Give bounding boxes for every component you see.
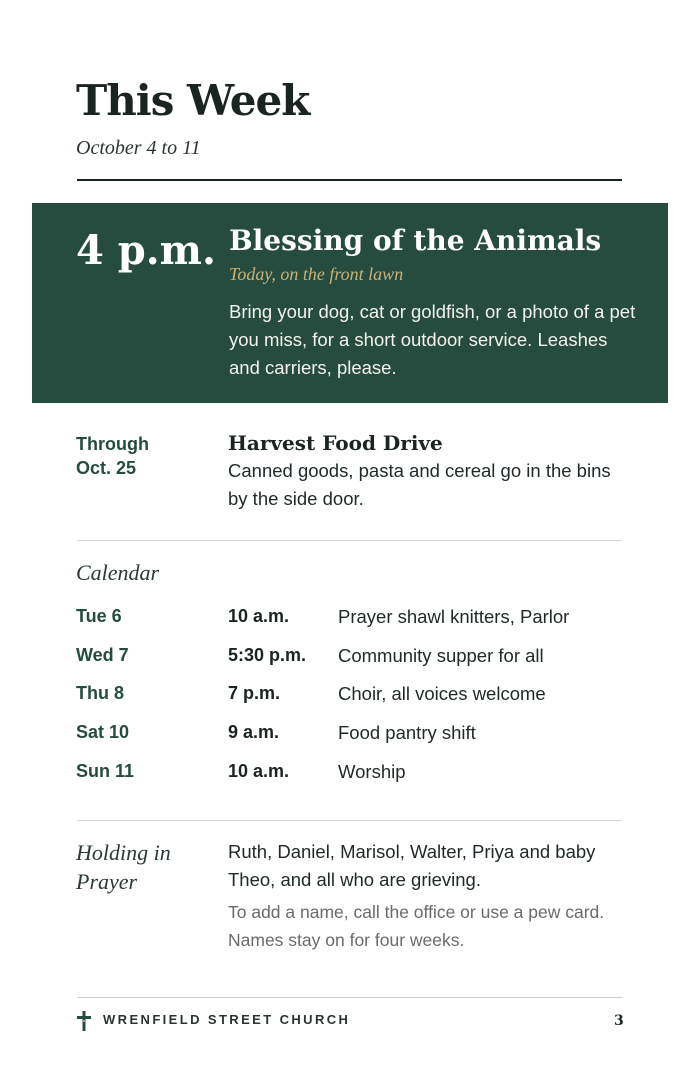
calendar-heading: Calendar — [76, 560, 160, 585]
calendar-day: Sat 10 — [76, 722, 130, 742]
calendar-event: Worship — [338, 761, 406, 782]
section-divider — [77, 820, 622, 821]
calendar-row — [0, 606, 700, 636]
calendar-row — [0, 683, 700, 713]
food-drive-title: Harvest Food Drive — [228, 431, 443, 455]
calendar-time: 10 a.m. — [228, 606, 290, 626]
food-drive-description: Canned goods, pasta and cereal go in the bins by the side door. — [228, 460, 611, 509]
calendar-row — [0, 761, 700, 791]
calendar-day: Tue 6 — [76, 606, 122, 626]
footer-divider — [77, 997, 622, 998]
calendar-time: 7 p.m. — [228, 683, 281, 703]
title-divider — [77, 179, 622, 181]
calendar-day: Sun 11 — [76, 761, 135, 781]
food-drive-date-line-1: Through — [76, 434, 149, 454]
calendar-event: Prayer shawl knitters, Parlor — [338, 606, 570, 627]
calendar-event: Choir, all voices welcome — [338, 683, 546, 704]
page-title: This Week — [76, 76, 310, 125]
calendar-time: 9 a.m. — [228, 722, 280, 742]
featured-event-time: 4 p.m. — [76, 227, 216, 274]
date-range: October 4 to 11 — [76, 137, 201, 159]
featured-event-description: Bring your dog, cat or goldfish, or a photo of a pet you miss, for a short outdoor service. Leashes and carriers, please. — [229, 301, 636, 378]
featured-event-title: Blessing of the Animals — [229, 224, 602, 257]
prayer-heading-line-2: Prayer — [76, 869, 138, 894]
prayer-note: To add a name, call the office or use a pew card. Names stay on for four weeks. — [228, 902, 605, 950]
calendar-day: Wed 7 — [76, 645, 129, 665]
prayer-heading-line-1: Holding in — [76, 840, 171, 865]
calendar-day: Thu 8 — [76, 683, 124, 703]
calendar-event: Community supper for all — [338, 645, 544, 666]
prayer-names: Ruth, Daniel, Marisol, Walter, Priya and baby Theo, and all who are grieving. — [228, 841, 596, 890]
food-drive-date-label — [76, 432, 196, 480]
featured-event-when: Today, on the front lawn — [229, 264, 404, 284]
prayer-heading — [76, 838, 206, 896]
calendar-row — [0, 645, 700, 675]
church-name: WRENFIELD STREET CHURCH — [103, 1012, 351, 1027]
food-drive-date-line-2: Oct. 25 — [76, 458, 137, 478]
cross-icon — [77, 1011, 91, 1031]
calendar-row — [0, 722, 700, 752]
calendar-time: 5:30 p.m. — [228, 645, 307, 665]
calendar-time: 10 a.m. — [228, 761, 290, 781]
page-number: 3 — [614, 1013, 624, 1029]
section-divider — [77, 540, 622, 541]
calendar-event: Food pantry shift — [338, 722, 476, 743]
featured-event — [32, 203, 668, 403]
